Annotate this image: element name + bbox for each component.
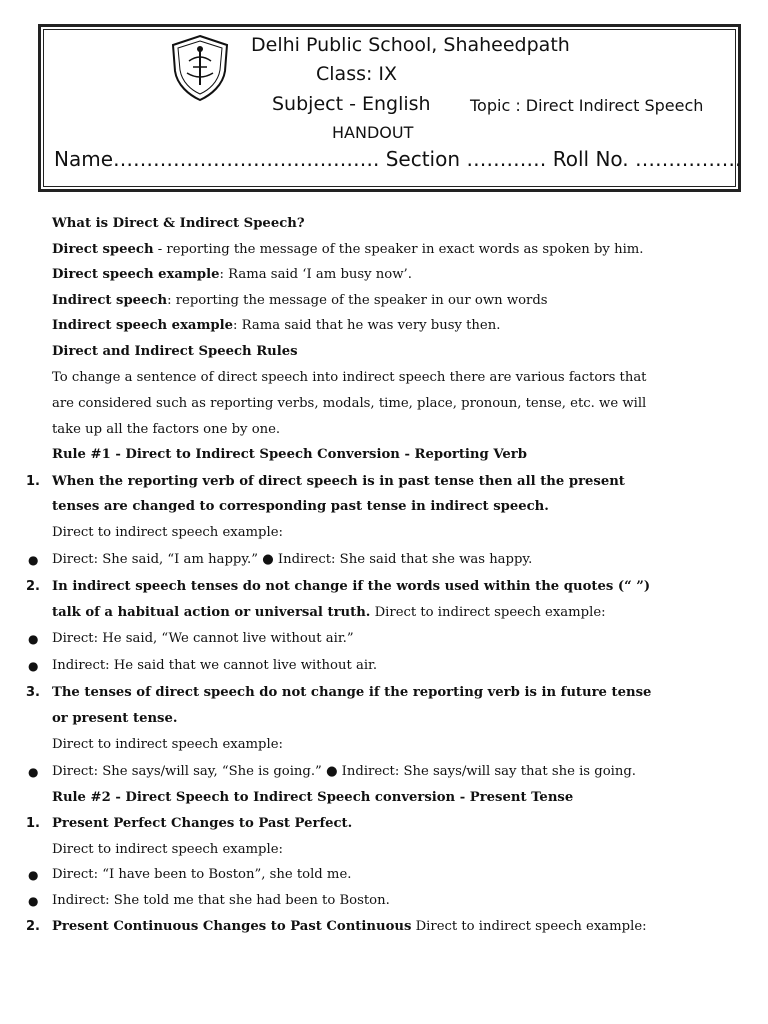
rule-2-point-1: Present Perfect Changes to Past Perfect. (52, 816, 353, 831)
intro-paragraph-line-1: To change a sentence of direct speech into indirect speech there are various factors that (52, 370, 647, 385)
indirect-speech-example: Indirect speech example: Rama said that he was very busy then. (52, 318, 501, 333)
bullet-example: Indirect: He said that we cannot live without air. (52, 658, 378, 673)
topic-label: Topic : Direct Indirect Speech (470, 96, 704, 115)
name-section-roll-line: Name…………………………………. Section ………… Roll No. ……………. (54, 147, 742, 171)
example-label: Direct to indirect speech example: (52, 737, 283, 752)
bullet-example: Direct: He said, “We cannot live without air.” (52, 631, 354, 646)
rules-heading: Direct and Indirect Speech Rules (52, 344, 298, 359)
intro-question-heading: What is Direct & Indirect Speech? (52, 216, 305, 231)
intro-paragraph-line-3: take up all the factors one by one. (52, 422, 281, 437)
rule-1-point-2-line-2: talk of a habitual action or universal truth. Direct to indirect speech example: (52, 605, 606, 620)
intro-paragraph-line-2: are considered such as reporting verbs, modals, time, place, pronoun, tense, etc. we will (52, 396, 647, 411)
rule-1-heading: Rule #1 - Direct to Indirect Speech Conversion - Reporting Verb (52, 447, 527, 462)
rule-1-point-3-line-1: The tenses of direct speech do not change if the reporting verb is in future tense (52, 685, 652, 700)
indirect-speech-definition: Indirect speech: reporting the message of the speaker in our own words (52, 293, 548, 308)
list-number: 2. (26, 579, 40, 594)
list-number: 2. (26, 919, 40, 934)
bullet-example: Direct: She said, “I am happy.” ● Indirect: She said that she was happy. (52, 552, 533, 567)
direct-speech-example: Direct speech example: Rama said ‘I am busy now’. (52, 267, 412, 282)
rule-1-point-2-line-1: In indirect speech tenses do not change if the words used within the quotes (“ ”) (52, 579, 651, 594)
bullet-icon: ● (28, 765, 39, 779)
bullet-icon: ● (28, 868, 39, 882)
bullet-icon: ● (28, 659, 39, 673)
bullet-example: Indirect: She told me that she had been to Boston. (52, 893, 390, 908)
direct-speech-definition: Direct speech - reporting the message of the speaker in exact words as spoken by him. (52, 242, 644, 257)
bullet-icon: ● (28, 553, 39, 567)
list-number: 1. (26, 816, 40, 831)
bullet-icon: ● (28, 632, 39, 646)
example-label: Direct to indirect speech example: (52, 525, 283, 540)
class-label: Class: IX (316, 63, 398, 85)
school-emblem-icon (165, 33, 235, 103)
bullet-example: Direct: She says/will say, “She is going.” ● Indirect: She says/will say that she is going. (52, 764, 636, 779)
bullet-example: Direct: “I have been to Boston”, she told me. (52, 867, 352, 882)
rule-1-point-1-line-2: tenses are changed to corresponding past tense in indirect speech. (52, 499, 549, 514)
school-name: Delhi Public School, Shaheedpath (251, 34, 570, 56)
example-label: Direct to indirect speech example: (52, 842, 283, 857)
rule-2-point-2: Present Continuous Changes to Past Continuous Direct to indirect speech example: (52, 919, 647, 934)
rule-1-point-3-line-2: or present tense. (52, 711, 178, 726)
list-number: 3. (26, 685, 40, 700)
list-number: 1. (26, 474, 40, 489)
bullet-icon: ● (28, 894, 39, 908)
handout-label: HANDOUT (332, 123, 414, 142)
rule-1-point-1-line-1: When the reporting verb of direct speech is in past tense then all the present (52, 474, 625, 489)
rule-2-heading: Rule #2 - Direct Speech to Indirect Speech conversion - Present Tense (52, 790, 574, 805)
subject-label: Subject - English (272, 93, 431, 115)
